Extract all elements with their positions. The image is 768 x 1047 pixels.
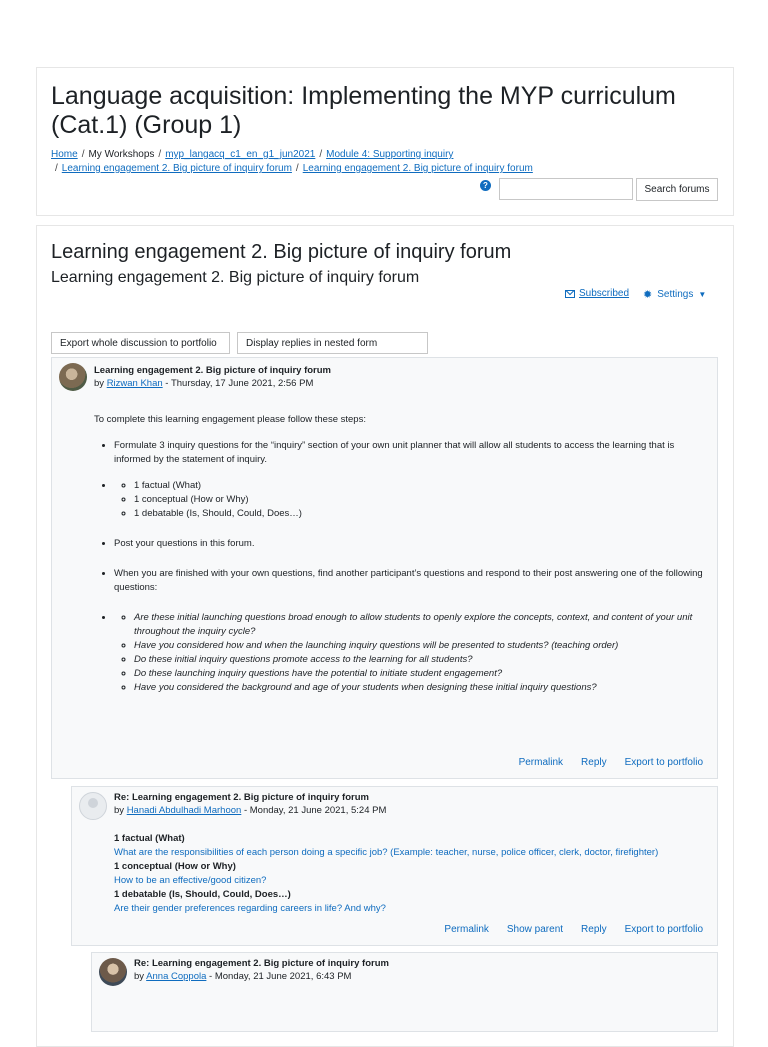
gear-icon: ✹ [643, 289, 653, 301]
list-item: ◦ Do these launching inquiry questions have the potential to initiate student engagement? [134, 667, 704, 681]
debatable-heading: 1 debatable (Is, Should, Could, Does…) [114, 889, 291, 900]
display-mode-select[interactable]: Display replies in nested form [237, 332, 428, 354]
avatar[interactable] [99, 958, 127, 986]
breadcrumb-forum[interactable]: Learning engagement 2. Big picture of inquiry forum [61, 163, 292, 174]
breadcrumb-home[interactable]: Home [51, 149, 78, 160]
page-title: Language acquisition: Implementing the MYP curriculum (Cat.1) (Group 1) [51, 82, 676, 139]
show-parent-link[interactable]: Show parent [506, 924, 564, 935]
post-intro: To complete this learning engagement please follow these steps: [94, 414, 366, 425]
author-link[interactable]: Anna Coppola [146, 971, 207, 982]
list-item [114, 611, 704, 695]
subscribed-toggle[interactable] [565, 288, 629, 299]
export-discussion-button[interactable]: Export whole discussion to portfolio [51, 332, 230, 354]
post-title: Learning engagement 2. Big picture of inquiry forum [94, 365, 331, 376]
breadcrumb: Home / My Workshops / myp_langacq_c1_en_g1_jun2021 / Module 4: Supporting inquiry / Learning engagement 2. Big picture of inquiry forum / Learning engagement 2. Big picture of inquiry forum [51, 149, 533, 174]
settings-label[interactable]: Settings [657, 289, 694, 300]
breadcrumb-forum-current[interactable]: Learning engagement 2. Big picture of inquiry forum [302, 163, 533, 174]
post-byline: by Anna Coppola - Monday, 21 June 2021, 6:43 PM [134, 971, 352, 982]
breadcrumb-course[interactable]: myp_langacq_c1_en_g1_jun2021 [165, 149, 316, 160]
list-item: • Formulate 3 inquiry questions for the “inquiry” section of your own unit planner that will allow all students to access the learning that is informed by the statement of inquiry. [114, 439, 704, 467]
forum-post [71, 786, 718, 946]
list-item: ◦ Have you considered the background and age of your students when designing these initial inquiry questions? [134, 681, 704, 695]
list-item [114, 479, 704, 521]
search-input[interactable] [499, 178, 633, 200]
post-content [114, 832, 709, 916]
author-link[interactable]: Rizwan Khan [106, 378, 163, 389]
reply-link[interactable]: Reply [581, 757, 607, 768]
list-item: ◦ • Are these initial launching questions broad enough to allow students to openly explore the concepts, context, and content of your unit throughout the inquiry cycle? [134, 611, 704, 639]
page-header [36, 67, 734, 216]
post-actions [444, 924, 703, 935]
post-title: Re: Learning engagement 2. Big picture of inquiry forum [114, 792, 369, 803]
post-title: Re: Learning engagement 2. Big picture of inquiry forum [134, 958, 389, 969]
forum-post [51, 357, 718, 779]
post-byline: by Hanadi Abdulhadi Marhoon - Monday, 21 June 2021, 5:24 PM [114, 805, 387, 816]
breadcrumb-module[interactable]: Module 4: Supporting inquiry [326, 149, 454, 160]
post-byline: by Rizwan Khan - Thursday, 17 June 2021, 2:56 PM [94, 378, 314, 389]
permalink-link[interactable]: Permalink [444, 924, 489, 935]
caret-down-icon: ▼ [698, 290, 707, 299]
author-link[interactable]: Hanadi Abdulhadi Marhoon [126, 805, 242, 816]
list-item: • When you are finished with your own questions, find another participant’s questions and respond to their post answering one of the following questions: [114, 567, 704, 595]
factual-heading: 1 factual (What) [114, 833, 185, 844]
list-item: ◦ 1 debatable (Is, Should, Could, Does…) [134, 507, 704, 521]
conceptual-question: How to be an effective/good citizen? [114, 875, 267, 886]
post-content [94, 413, 704, 695]
list-item: ◦ 1 conceptual (How or Why) [134, 493, 704, 507]
debatable-question: Are their gender preferences regarding careers in life? And why? [114, 903, 386, 914]
reply-link[interactable]: Reply [581, 924, 607, 935]
list-item: • Post your questions in this forum. [114, 537, 704, 551]
export-to-portfolio-link[interactable]: Export to portfolio [624, 757, 703, 768]
forum-post [91, 952, 718, 1032]
post-actions [519, 757, 703, 768]
conceptual-heading: 1 conceptual (How or Why) [114, 861, 236, 872]
envelope-icon [565, 290, 575, 298]
forum-region [36, 225, 734, 1047]
list-item: ◦ • 1 factual (What) [134, 479, 704, 493]
help-icon[interactable]: ? [480, 180, 491, 191]
discussion-heading: Learning engagement 2. Big picture of inquiry forum [51, 269, 420, 286]
subscribed-label[interactable]: Subscribed [579, 288, 630, 299]
export-to-portfolio-link[interactable]: Export to portfolio [624, 924, 703, 935]
list-item: ◦ Do these initial inquiry questions promote access to the learning for all students? [134, 653, 704, 667]
search-forums-button[interactable]: Search forums [636, 178, 718, 201]
permalink-link[interactable]: Permalink [518, 757, 564, 768]
forum-heading: Learning engagement 2. Big picture of inquiry forum [51, 241, 512, 263]
avatar[interactable] [79, 792, 107, 820]
avatar[interactable] [59, 363, 87, 391]
list-item: ◦ Have you considered how and when the launching inquiry questions will be presented to students? (teaching order) [134, 639, 704, 653]
settings-menu[interactable] [643, 288, 706, 301]
factual-question: What are the responsibilities of each person doing a specific job? (Example: teacher, nurse, police officer, clerk, doctor, firefighter) [114, 847, 659, 858]
breadcrumb-my-workshops: My Workshops [88, 149, 155, 160]
